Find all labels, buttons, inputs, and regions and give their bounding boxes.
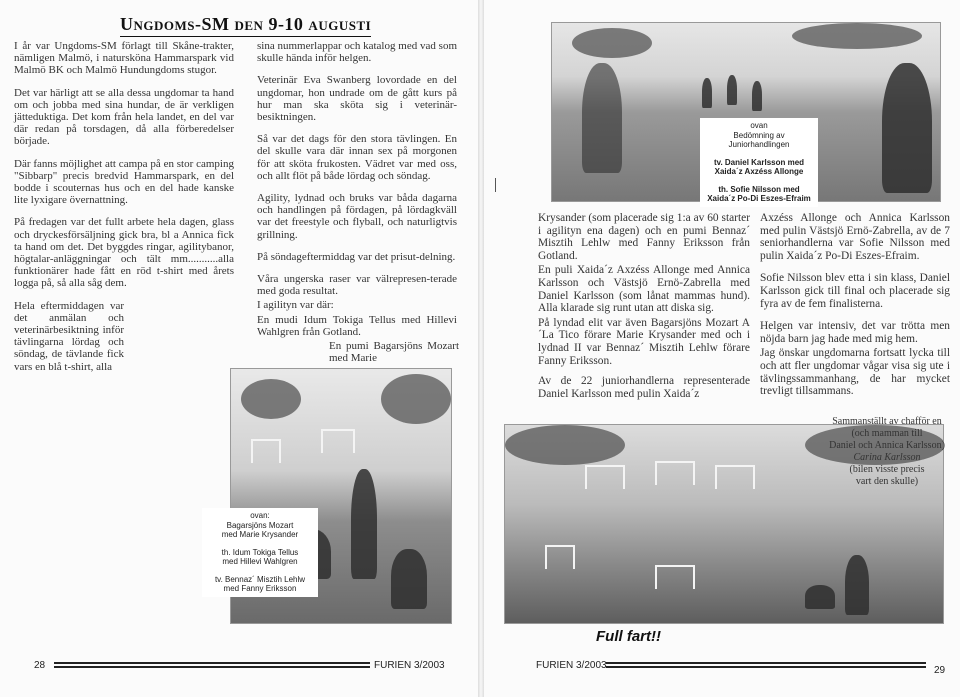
paragraph: På fredagen var det fullt arbete hela dagen, glass och dryckesförsäljning gick bra, bl a Annica fick ta hand om det. Det byggdes ringar, agilitybanor, högtalar-anläggningar och tält mm...........alla funktionärer hade fått en röd t-shirt med årets logga på, så alla såg dem. [14,216,234,290]
paragraph: Veterinär Eva Swanberg lovordade en del ungdomar, hon undrade om de gått kurs på hur man ska sköta sig i veterinär-besiktningen. [257,74,457,124]
paragraph: I agilityn var där: [257,299,334,312]
paragraph: Jag önskar ungdomarna fortsatt lycka till och att fler ungdomar vågar visa sig ute i tävlingssammanhang, de har mycket trevligt tillsammans. [760,347,950,398]
paragraph: I år var Ungdoms-SM förlagt till Skåne-trakter, nämligen Malmö, i natursköna Hammarspark vid Malmö BK och Malmö Hundungdoms stugor. [14,40,234,77]
paragraph: Det var härligt att se alla dessa ungdomar ta hand om och jobba med sina hundar, de är verkligen jätteduktiga. Det kom från hela landet, en del var där redan på torsdagen, då alla förberedelser började. [14,86,234,148]
paragraph: En pumi Bagarsjöns Mozart med Marie [329,340,459,365]
paragraph: Krysander (som placerade sig 1:a av 60 starter i agilityn ena dagen) och en pumi Bennaz´ Misztih Lehlw med Fanny Eriksson från Gotland. [538,212,750,262]
right-column-1 [538,212,750,410]
right-column-2 [760,212,950,408]
article-headline: Ungdoms-SM den 9-10 augusti [120,14,371,37]
paragraph: Sofie Nilsson blev etta i sin klass, Daniel Karlsson gick till final och placerade sig fyra av de fem finalisterna. [760,272,950,310]
paragraph: sina nummerlappar och katalog med vad som skulle hända inför helgen. [257,40,457,65]
paragraph: En mudi Idum Tokiga Tellus med Hillevi Wahlgren från Gotland. [257,313,457,338]
paragraph: Helgen var intensiv, det var trötta men nöjda barn jag hade med mig hem. [760,320,950,345]
paragraph: Axzéss Allonge och Annica Karlsson med pulin Västsjö Ernö-Zabrella, av de 7 seniorhandlerna var Sofie Nilsson med pulin Xaida´z Po-Di Eszes-Efraim. [760,212,950,262]
paragraph: Av de 22 juniorhandlerna representerade Daniel Karlsson med pulin Xaida´z [538,375,750,400]
paragraph: En puli Xaida´z Axzéss Allonge med Annica Karlsson och Västsjö Ernö-Zabrella med Daniel Karlsson (som lånat mammas hund). Alla klarade sig runt utan att diska sig. [538,264,750,315]
page-number: 29 [934,665,946,676]
footer-title: FURIEN 3/2003 [374,660,445,671]
author-note: Sammanställt av chafför en (och mamman till Daniel och Annica Karlsson) Carina Karlsson (bilen visste precis vart den skulle) [829,416,945,487]
footer-title: FURIEN 3/2003 [536,660,607,671]
paragraph: Agility, lydnad och bruks var båda dagarna och handlingen på fördagen, på lördagkväll var det freestyle och flyball, och naturligtvis grillning. [257,192,457,241]
tagline: Full fart!! [596,628,661,645]
page-number: 28 [34,660,46,671]
paragraph: På lyndad elit var även Bagarsjöns Mozart A´La Tico förare Marie Krysander med och i lydnad II var Bennaz´ Misztih Lehlw förare Fanny Eriksson. [538,316,750,367]
paragraph: På söndageftermiddag var det prisut-delning. [257,250,456,263]
binding-mark [495,178,496,192]
paragraph: Våra ungerska raser var välrepresen-terade med goda resultat. [257,273,457,298]
paragraph: Hela eftermiddagen var det anmälan och veterinärbesiktning inför tävlingarna lördag och söndag, de tävlande fick vars en blå t-shirt, alla [14,299,124,373]
right-photo-caption: ovan Bedömning av Juniorhandlingen tv. Daniel Karlsson med Xaida´z Axzéss Allonge th. Sofie Nilsson med Xaida´z Po-Di Eszes-Efraim [700,118,818,207]
left-photo-caption: ovan: Bagarsjöns Mozart med Marie Krysander th. Idum Tokiga Tellus med Hillevi Wahlgren tv. Bennaz´ Misztih Lehlw med Fanny Eriksson [202,508,318,597]
paragraph: Där fanns möjlighet att campa på en stor camping "Sibbarp" precis bredvid Hammarspark, en del bodde i scouternas hus och en del hade kanske lite lyxigare övernattning. [14,157,234,207]
paragraph: Så var det dags för den stora tävlingen. En del skulle vara där innan sex på morgonen för att sköta frukosten. Vädret var med oss, och allt flöt på både lördag och söndag. [257,133,457,182]
footer-rule [606,662,926,668]
